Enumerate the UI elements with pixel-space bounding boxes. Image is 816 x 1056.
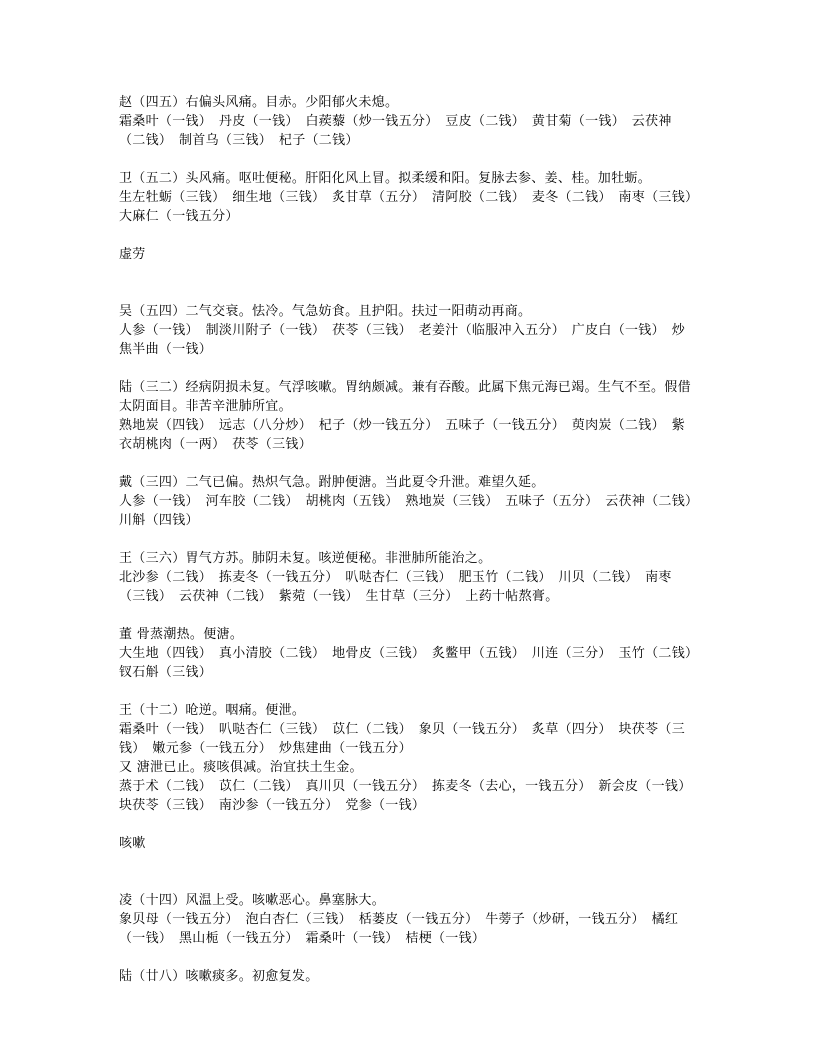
case-entry bbox=[119, 701, 697, 815]
case-header: 卫（五二）头风痛。呕吐便秘。肝阳化风上冒。拟柔缓和阳。复脉去参、姜、桂。加牡蛎。 bbox=[119, 171, 652, 186]
case-header: 凌（十四）风温上受。咳嗽恶心。鼻塞脉大。 bbox=[119, 893, 386, 908]
case-header: 吴（五四）二气交衰。怯冷。气急妨食。且护阳。扶过一阳萌动再商。 bbox=[119, 304, 532, 319]
case-entry bbox=[119, 93, 697, 150]
prescription: 霜桑叶（一钱） 丹皮（一钱） 白蒺藜（炒一钱五分） 豆皮（二钱） 黄甘菊（一钱） 云茯神（二钱） 制首乌（三钱） 杞子（二钱） bbox=[119, 114, 672, 148]
followup-note: 又 溏泄已止。痰咳俱减。治宜扶土生金。 bbox=[119, 760, 363, 775]
case-entry bbox=[119, 378, 697, 454]
case-header: 陆（三二）经病阴损未复。气浮咳嗽。胃纳颇减。兼有吞酸。此属下焦元海已竭。生气不至。假借太阴面目。非苦辛泄肺所宜。 bbox=[119, 380, 691, 414]
case-header: 王（三六）胃气方苏。肺阴未复。咳逆便秘。非泄肺所能治之。 bbox=[119, 551, 492, 566]
section-heading-kesou: 咳嗽 bbox=[119, 836, 146, 851]
case-header: 董 骨蒸潮热。便溏。 bbox=[119, 627, 244, 642]
prescription: 人参（一钱） 制淡川附子（一钱） 茯苓（三钱） 老姜汁（临服冲入五分） 广皮白（一钱） 炒焦半曲（一钱） bbox=[119, 323, 686, 357]
prescription: 霜桑叶（一钱） 叭哒杏仁（三钱） 苡仁（二钱） 象贝（一钱五分） 炙草（四分） 块茯苓（三钱） 嫩元参（一钱五分） 炒焦建曲（一钱五分） bbox=[119, 722, 686, 756]
case-header: 戴（三四）二气已偏。热炽气急。跗肿便溏。当此夏令升泄。难望久延。 bbox=[119, 475, 545, 490]
prescription: 人参（一钱） 河车胶（二钱） 胡桃肉（五钱） 熟地炭（三钱） 五味子（五分） 云茯神（二钱） 川斛（四钱） bbox=[119, 494, 706, 528]
prescription: 象贝母（一钱五分） 泡白杏仁（三钱） 栝蒌皮（一钱五分） 牛蒡子（炒研，一钱五分） 橘红（一钱） 黑山栀（一钱五分） 霜桑叶（一钱） 桔梗（一钱） bbox=[119, 912, 679, 946]
case-entry bbox=[119, 169, 706, 226]
case-entry bbox=[119, 549, 697, 606]
prescription: 蒸于术（二钱） 苡仁（二钱） 真川贝（一钱五分） 拣麦冬（去心，一钱五分） 新会皮（一钱） 块茯苓（三钱） 南沙参（一钱五分） 党参（一钱） bbox=[119, 779, 699, 813]
prescription: 熟地炭（四钱） 远志（八分炒） 杞子（炒一钱五分） 五味子（一钱五分） 萸肉炭（二钱） 紫衣胡桃肉（一两） 茯苓（三钱） bbox=[119, 418, 686, 452]
case-header: 陆（廿八）咳嗽痰多。初愈复发。 bbox=[119, 969, 319, 984]
case-entry bbox=[119, 625, 706, 682]
document-body bbox=[119, 93, 706, 1005]
prescription: 北沙参（二钱） 拣麦冬（一钱五分） 叭哒杏仁（三钱） 肥玉竹（二钱） 川贝（二钱） 南枣（三钱） 云茯神（二钱） 紫菀（一钱） 生甘草（三分） 上药十帖熬膏。 bbox=[119, 570, 672, 604]
case-entry bbox=[119, 302, 697, 359]
prescription: 生左牡蛎（三钱） 细生地（三钱） 炙甘草（五分） 清阿胶（二钱） 麦冬（二钱） 南枣（三钱） 大麻仁（一钱五分） bbox=[119, 190, 706, 224]
case-entry bbox=[119, 891, 697, 948]
section-heading-xulao: 虚劳 bbox=[119, 247, 146, 262]
case-header: 赵（四五）右偏头风痛。目赤。少阳郁火未熄。 bbox=[119, 95, 399, 110]
case-entry bbox=[119, 473, 706, 530]
case-header: 王（十二）呛逆。咽痛。便泄。 bbox=[119, 703, 306, 718]
case-entry bbox=[119, 967, 697, 986]
prescription: 大生地（四钱） 真小清胶（二钱） 地骨皮（三钱） 炙鳖甲（五钱） 川连（三分） 玉竹（二钱） 钗石斛（三钱） bbox=[119, 646, 706, 680]
